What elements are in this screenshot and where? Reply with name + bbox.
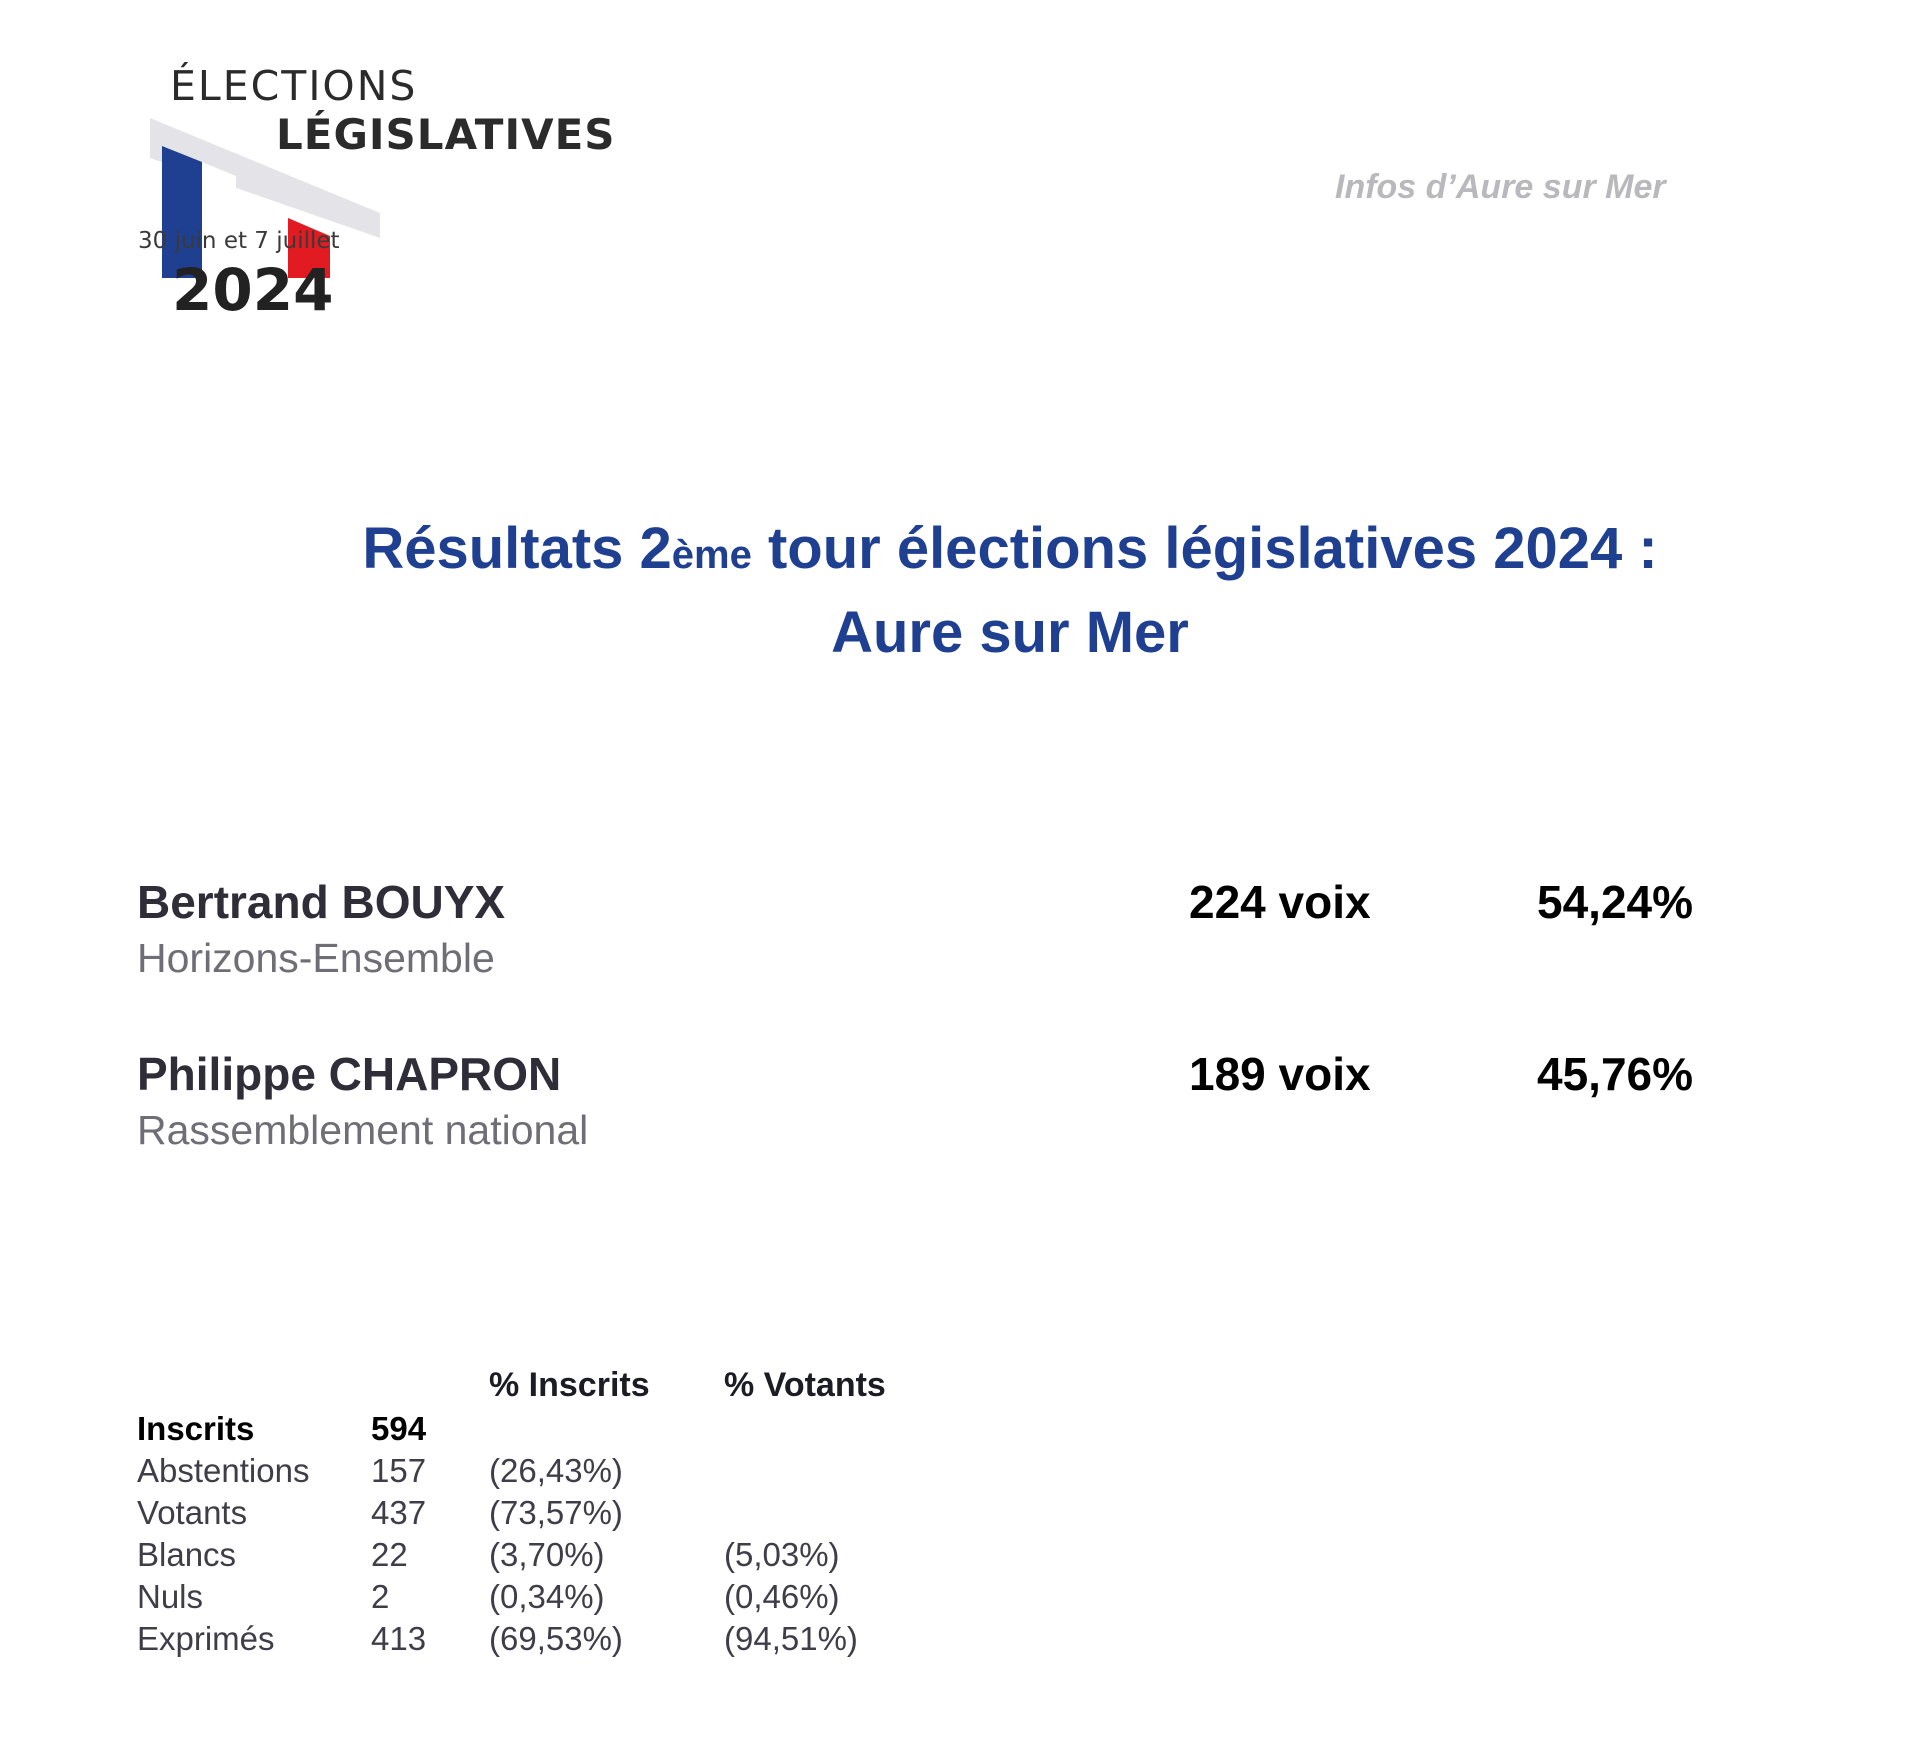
row-pct-votants: (5,03%) <box>724 1536 840 1573</box>
logo-line2: LÉGISLATIVES <box>276 110 616 159</box>
row-pct-inscrits: (3,70%) <box>489 1536 605 1573</box>
header-pct-votants: % Votants <box>724 1366 886 1404</box>
row-label: Exprimés <box>137 1620 275 1657</box>
title-line2: Aure sur Mer <box>831 600 1189 665</box>
candidate-votes: 224 voix <box>1189 876 1371 928</box>
table-row <box>137 1620 1037 1662</box>
page-title <box>0 510 1920 672</box>
row-pct-votants: (94,51%) <box>724 1620 858 1657</box>
candidate-row <box>137 1047 1737 1167</box>
candidate-percent: 54,24% <box>1537 876 1694 928</box>
row-value: 413 <box>371 1620 427 1657</box>
row-value: 2 <box>371 1578 390 1615</box>
candidate-party: Rassemblement national <box>137 1107 589 1153</box>
logo-line1: ÉLECTIONS <box>170 62 418 110</box>
title-line1 <box>0 510 1920 594</box>
row-pct-inscrits: (0,34%) <box>489 1578 605 1615</box>
candidate-party: Horizons-Ensemble <box>137 935 495 981</box>
logo-dates: 30 juin et 7 juillet <box>138 228 340 254</box>
elections-logo <box>130 60 616 330</box>
candidate-percent: 45,76% <box>1537 1048 1694 1100</box>
table-row <box>137 1410 1037 1452</box>
row-label: Blancs <box>137 1536 237 1573</box>
title-part2: tour élections législatives 2024 : <box>751 516 1658 581</box>
row-label: Nuls <box>137 1578 204 1615</box>
candidate-name: Bertrand BOUYX <box>137 876 506 928</box>
row-pct-votants: (0,46%) <box>724 1578 840 1615</box>
row-value: 157 <box>371 1452 427 1489</box>
title-superscript: ème <box>671 533 752 577</box>
table-row <box>137 1452 1037 1494</box>
header-pct-inscrits: % Inscrits <box>489 1366 650 1404</box>
row-value: 594 <box>371 1410 427 1447</box>
candidate-votes: 189 voix <box>1189 1048 1371 1100</box>
candidate-name: Philippe CHAPRON <box>137 1048 562 1100</box>
table-row <box>137 1578 1037 1620</box>
row-label: Abstentions <box>137 1452 310 1489</box>
logo-year: 2024 <box>172 256 334 324</box>
table-row <box>137 1494 1037 1536</box>
row-label: Votants <box>137 1494 248 1531</box>
row-pct-inscrits: (73,57%) <box>489 1494 623 1531</box>
row-value: 22 <box>371 1536 408 1573</box>
row-pct-inscrits: (69,53%) <box>489 1620 623 1657</box>
candidate-row <box>137 875 1737 995</box>
row-value: 437 <box>371 1494 427 1531</box>
row-pct-inscrits: (26,43%) <box>489 1452 623 1489</box>
title-part1: Résultats 2 <box>362 516 672 581</box>
turnout-table <box>137 1366 1037 1666</box>
source-credit: Infos d’Aure sur Mer <box>1335 168 1666 206</box>
row-label: Inscrits <box>137 1410 255 1447</box>
table-row <box>137 1536 1037 1578</box>
